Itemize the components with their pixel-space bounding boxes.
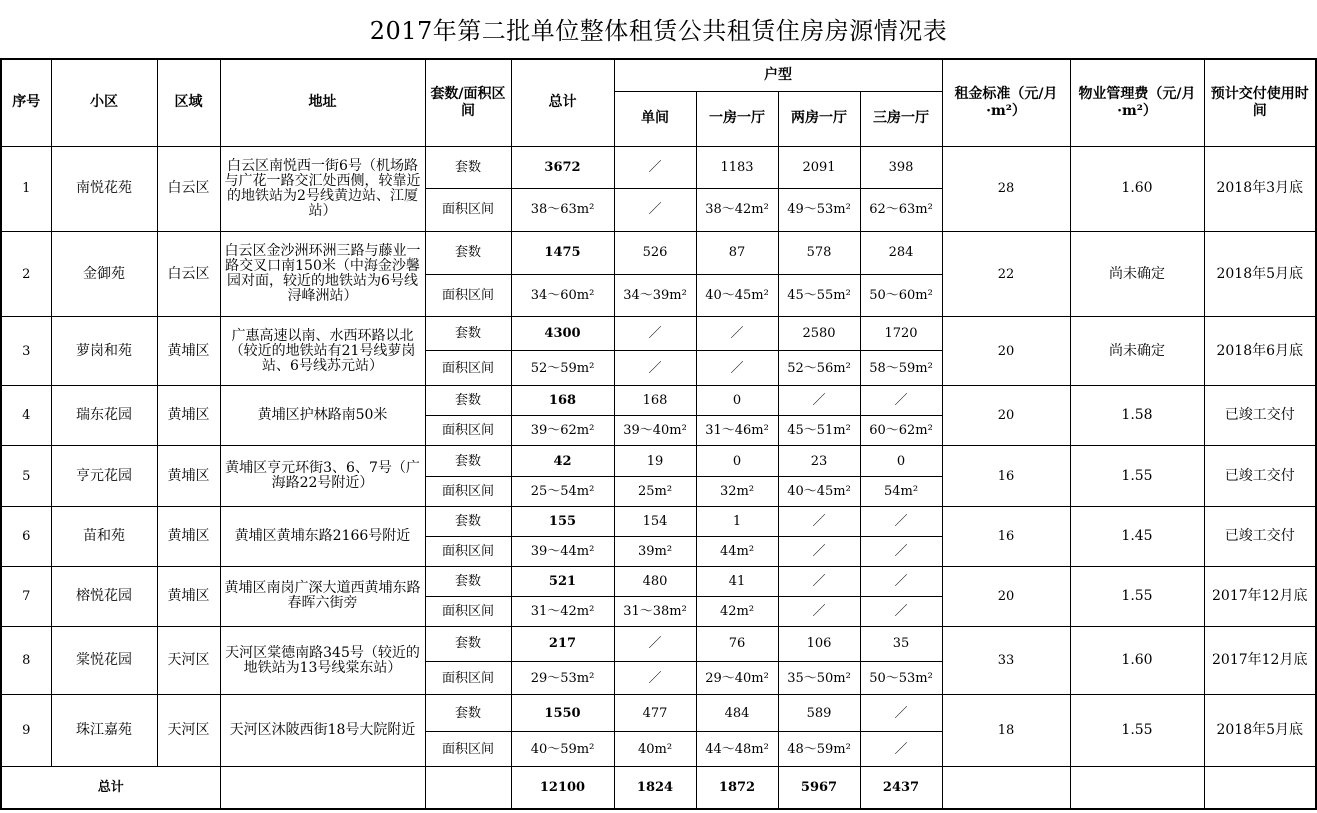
row-area-two-bed: 48～59m²	[778, 732, 860, 767]
totals-empty-mgmt	[1070, 767, 1204, 809]
row-district: 黄埔区	[157, 446, 220, 506]
totals-one-bed: 1872	[696, 767, 778, 809]
row-count-label: 套数	[425, 446, 511, 476]
totals-label: 总计	[1, 767, 220, 809]
row-area-two-bed: 40～45m²	[778, 476, 860, 506]
row-count-single: 19	[614, 446, 696, 476]
row-area-two-bed: 45～55m²	[778, 275, 860, 317]
row-area-single: 25m²	[614, 476, 696, 506]
row-area-one-bed: 38～42m²	[696, 188, 778, 231]
row-district: 黄埔区	[157, 566, 220, 626]
row-address: 黄埔区护林路南50米	[220, 386, 425, 446]
totals-empty-rent	[942, 767, 1070, 809]
row-rent: 22	[942, 231, 1070, 316]
row-district: 黄埔区	[157, 317, 220, 386]
row-area-one-bed: 42m²	[696, 596, 778, 626]
row-count-label: 套数	[425, 231, 511, 274]
row-mgmt: 1.55	[1070, 446, 1204, 506]
table-row	[1, 506, 1316, 536]
row-count-one-bed: 87	[696, 231, 778, 274]
row-address: 黄埔区黄埔东路2166号附近	[220, 506, 425, 566]
row-delivery: 2018年6月底	[1204, 317, 1316, 386]
row-area-one-bed: 29～40m²	[696, 662, 778, 695]
table-row	[1, 317, 1316, 351]
row-count-one-bed: 484	[696, 695, 778, 732]
row-count-total: 4300	[511, 317, 614, 351]
header-unit-type: 户型	[614, 59, 942, 91]
row-area-total: 52～59m²	[511, 351, 614, 386]
row-area-label: 面积区间	[425, 416, 511, 446]
row-delivery: 2018年5月底	[1204, 231, 1316, 316]
row-area-three-bed: ／	[860, 732, 942, 767]
row-count-two-bed: ／	[778, 506, 860, 536]
row-count-three-bed: ／	[860, 506, 942, 536]
header-seq: 序号	[1, 59, 51, 146]
row-mgmt: 尚未确定	[1070, 231, 1204, 316]
row-seq: 1	[1, 146, 51, 231]
row-rent: 18	[942, 695, 1070, 767]
table-row	[1, 446, 1316, 476]
row-area-label: 面积区间	[425, 351, 511, 386]
row-delivery: 2017年12月底	[1204, 626, 1316, 694]
row-count-label: 套数	[425, 626, 511, 661]
row-area-total: 34～60m²	[511, 275, 614, 317]
row-area-two-bed: ／	[778, 536, 860, 566]
row-rent: 33	[942, 626, 1070, 694]
row-rent: 20	[942, 566, 1070, 626]
row-count-two-bed: 589	[778, 695, 860, 732]
row-seq: 5	[1, 446, 51, 506]
row-area-three-bed: 62～63m²	[860, 188, 942, 231]
row-delivery: 2018年5月底	[1204, 695, 1316, 767]
row-area-label: 面积区间	[425, 188, 511, 231]
row-count-three-bed: 0	[860, 446, 942, 476]
row-count-one-bed: 1183	[696, 146, 778, 188]
row-community: 南悦花苑	[51, 146, 157, 231]
row-count-label: 套数	[425, 566, 511, 596]
row-count-single: ／	[614, 317, 696, 351]
row-count-label: 套数	[425, 506, 511, 536]
row-district: 黄埔区	[157, 386, 220, 446]
row-mgmt: 1.55	[1070, 695, 1204, 767]
row-count-three-bed: 1720	[860, 317, 942, 351]
row-count-one-bed: 1	[696, 506, 778, 536]
row-seq: 8	[1, 626, 51, 694]
row-area-two-bed: 52～56m²	[778, 351, 860, 386]
row-count-label: 套数	[425, 386, 511, 416]
row-area-single: ／	[614, 188, 696, 231]
row-area-label: 面积区间	[425, 662, 511, 695]
row-count-three-bed: 284	[860, 231, 942, 274]
row-community: 榕悦花园	[51, 566, 157, 626]
row-count-two-bed: 2091	[778, 146, 860, 188]
row-address: 天河区棠德南路345号（较近的地铁站为13号线棠东站）	[220, 626, 425, 694]
row-area-one-bed: 40～45m²	[696, 275, 778, 317]
row-count-three-bed: 35	[860, 626, 942, 661]
row-community: 瑞东花园	[51, 386, 157, 446]
row-area-three-bed: 50～53m²	[860, 662, 942, 695]
row-count-three-bed: ／	[860, 566, 942, 596]
row-area-label: 面积区间	[425, 476, 511, 506]
header-single: 单间	[614, 91, 696, 146]
table-row	[1, 626, 1316, 661]
row-count-total: 1475	[511, 231, 614, 274]
row-mgmt: 1.60	[1070, 626, 1204, 694]
row-rent: 16	[942, 506, 1070, 566]
row-count-label: 套数	[425, 695, 511, 732]
row-count-three-bed: ／	[860, 695, 942, 732]
row-count-one-bed: 0	[696, 386, 778, 416]
row-delivery: 已竣工交付	[1204, 506, 1316, 566]
row-area-label: 面积区间	[425, 596, 511, 626]
row-area-single: 40m²	[614, 732, 696, 767]
row-area-single: 31～38m²	[614, 596, 696, 626]
row-count-two-bed: 2580	[778, 317, 860, 351]
row-area-total: 39～62m²	[511, 416, 614, 446]
row-area-total: 25～54m²	[511, 476, 614, 506]
row-mgmt: 1.60	[1070, 146, 1204, 231]
row-district: 白云区	[157, 146, 220, 231]
row-count-single: 477	[614, 695, 696, 732]
row-community: 亨元花园	[51, 446, 157, 506]
row-rent: 28	[942, 146, 1070, 231]
row-area-two-bed: 35～50m²	[778, 662, 860, 695]
row-area-one-bed: 32m²	[696, 476, 778, 506]
row-area-one-bed: 31～46m²	[696, 416, 778, 446]
row-delivery: 2017年12月底	[1204, 566, 1316, 626]
header-delivery: 预计交付使用时间	[1204, 59, 1316, 146]
row-count-three-bed: ／	[860, 386, 942, 416]
row-seq: 9	[1, 695, 51, 767]
row-area-total: 40～59m²	[511, 732, 614, 767]
table-row	[1, 231, 1316, 274]
row-count-two-bed: 106	[778, 626, 860, 661]
totals-total: 12100	[511, 767, 614, 809]
row-area-label: 面积区间	[425, 732, 511, 767]
table-row	[1, 146, 1316, 188]
row-count-total: 217	[511, 626, 614, 661]
row-seq: 7	[1, 566, 51, 626]
row-count-label: 套数	[425, 146, 511, 188]
row-district: 天河区	[157, 695, 220, 767]
header-one-bed: 一房一厅	[696, 91, 778, 146]
row-address: 黄埔区南岗广深大道西黄埔东路春晖六街旁	[220, 566, 425, 626]
totals-three-bed: 2437	[860, 767, 942, 809]
row-area-total: 29～53m²	[511, 662, 614, 695]
row-seq: 6	[1, 506, 51, 566]
page-title: 2017年第二批单位整体租赁公共租赁住房房源情况表	[369, 17, 948, 45]
row-address: 白云区金沙洲环洲三路与藤业一路交叉口南150米（中海金沙馨园对面，较近的地铁站为6号线浔峰洲站）	[220, 231, 425, 316]
row-delivery: 已竣工交付	[1204, 386, 1316, 446]
totals-empty-type	[425, 767, 511, 809]
row-area-three-bed: 50～60m²	[860, 275, 942, 317]
row-community: 棠悦花园	[51, 626, 157, 694]
row-address: 广惠高速以南、水西环路以北（较近的地铁站有21号线萝岗站、6号线苏元站）	[220, 317, 425, 386]
row-area-three-bed: 60～62m²	[860, 416, 942, 446]
row-delivery: 已竣工交付	[1204, 446, 1316, 506]
row-area-two-bed: 45～51m²	[778, 416, 860, 446]
totals-row	[1, 767, 1316, 809]
row-count-two-bed: 578	[778, 231, 860, 274]
table-footer	[1, 767, 1316, 809]
totals-single: 1824	[614, 767, 696, 809]
row-mgmt: 1.55	[1070, 566, 1204, 626]
row-count-label: 套数	[425, 317, 511, 351]
row-address: 天河区沐陂西街18号大院附近	[220, 695, 425, 767]
row-delivery: 2018年3月底	[1204, 146, 1316, 231]
row-community: 苗和苑	[51, 506, 157, 566]
totals-empty-delivery	[1204, 767, 1316, 809]
row-area-label: 面积区间	[425, 536, 511, 566]
row-count-single: 168	[614, 386, 696, 416]
row-count-one-bed: 41	[696, 566, 778, 596]
row-area-single: ／	[614, 662, 696, 695]
row-area-three-bed: ／	[860, 596, 942, 626]
row-area-total: 39～44m²	[511, 536, 614, 566]
table-row	[1, 695, 1316, 732]
header-district: 区域	[157, 59, 220, 146]
header-mgmt: 物业管理费（元/月·m²）	[1070, 59, 1204, 146]
row-count-two-bed: 23	[778, 446, 860, 476]
row-count-three-bed: 398	[860, 146, 942, 188]
row-count-single: 526	[614, 231, 696, 274]
header-community: 小区	[51, 59, 157, 146]
row-area-three-bed: ／	[860, 536, 942, 566]
row-area-single: ／	[614, 351, 696, 386]
table-body	[1, 146, 1316, 767]
row-area-single: 34～39m²	[614, 275, 696, 317]
row-community: 珠江嘉苑	[51, 695, 157, 767]
row-community: 萝岗和苑	[51, 317, 157, 386]
table-header	[1, 59, 1316, 146]
row-seq: 3	[1, 317, 51, 386]
header-total: 总计	[511, 59, 614, 146]
row-district: 白云区	[157, 231, 220, 316]
row-area-total: 38～63m²	[511, 188, 614, 231]
row-count-total: 521	[511, 566, 614, 596]
row-rent: 16	[942, 446, 1070, 506]
totals-empty-address	[220, 767, 425, 809]
row-count-total: 155	[511, 506, 614, 536]
row-count-two-bed: ／	[778, 566, 860, 596]
row-count-total: 168	[511, 386, 614, 416]
row-mgmt: 1.45	[1070, 506, 1204, 566]
header-address: 地址	[220, 59, 425, 146]
row-count-single: 480	[614, 566, 696, 596]
row-count-two-bed: ／	[778, 386, 860, 416]
totals-two-bed: 5967	[778, 767, 860, 809]
row-area-three-bed: 58～59m²	[860, 351, 942, 386]
header-type: 套数/面积区间	[425, 59, 511, 146]
row-count-total: 1550	[511, 695, 614, 732]
row-area-two-bed: ／	[778, 596, 860, 626]
row-rent: 20	[942, 386, 1070, 446]
row-count-single: 154	[614, 506, 696, 536]
row-count-single: ／	[614, 626, 696, 661]
header-three-bed: 三房一厅	[860, 91, 942, 146]
row-area-two-bed: 49～53m²	[778, 188, 860, 231]
row-count-one-bed: 76	[696, 626, 778, 661]
row-seq: 4	[1, 386, 51, 446]
row-rent: 20	[942, 317, 1070, 386]
table-row	[1, 566, 1316, 596]
row-district: 天河区	[157, 626, 220, 694]
row-area-three-bed: 54m²	[860, 476, 942, 506]
row-count-single: ／	[614, 146, 696, 188]
housing-table	[0, 58, 1317, 810]
row-mgmt: 尚未确定	[1070, 317, 1204, 386]
table-row	[1, 386, 1316, 416]
row-count-total: 3672	[511, 146, 614, 188]
row-district: 黄埔区	[157, 506, 220, 566]
row-mgmt: 1.58	[1070, 386, 1204, 446]
row-count-total: 42	[511, 446, 614, 476]
row-area-single: 39～40m²	[614, 416, 696, 446]
row-address: 黄埔区亨元环街3、6、7号（广海路22号附近）	[220, 446, 425, 506]
row-area-total: 31～42m²	[511, 596, 614, 626]
row-community: 金御苑	[51, 231, 157, 316]
row-area-one-bed: 44m²	[696, 536, 778, 566]
row-area-label: 面积区间	[425, 275, 511, 317]
row-area-single: 39m²	[614, 536, 696, 566]
row-area-one-bed: 44～48m²	[696, 732, 778, 767]
row-count-one-bed: 0	[696, 446, 778, 476]
row-count-one-bed: ／	[696, 317, 778, 351]
header-two-bed: 两房一厅	[778, 91, 860, 146]
header-rent: 租金标准（元/月·m²）	[942, 59, 1070, 146]
row-seq: 2	[1, 231, 51, 316]
row-area-one-bed: ／	[696, 351, 778, 386]
row-address: 白云区南悦西一街6号（机场路与广花一路交汇处西侧，较靠近的地铁站为2号线黄边站、江厦站）	[220, 146, 425, 231]
